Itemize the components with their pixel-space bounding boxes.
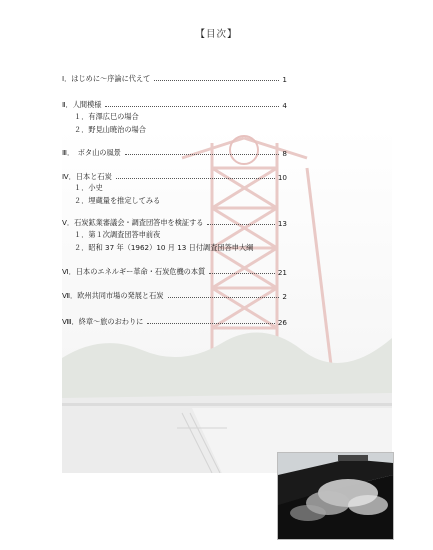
dot-leader: [154, 80, 279, 81]
toc-subentry: １．小史: [74, 183, 103, 192]
dot-leader: [147, 323, 275, 324]
toc-entry[interactable]: [62, 313, 287, 327]
toc-entry-page: 2: [282, 292, 287, 301]
toc-entry-page: 4: [282, 101, 287, 110]
toc-entry[interactable]: [62, 168, 287, 182]
toc-subentry: ２．埋蔵量を推定してみる: [74, 196, 161, 205]
inset-photo: [277, 452, 394, 540]
toc-subentry: ２．昭和 37 年（1962）10 月 13 日付調査団答申大綱: [74, 243, 254, 252]
toc-entry[interactable]: [62, 263, 287, 277]
toc-entry-label: Ⅵ．日本のエネルギー革命・石炭危機の本質: [62, 267, 206, 276]
toc-entry-label: Ⅳ．日本と石炭: [62, 172, 112, 181]
toc-entry-page: 26: [277, 318, 287, 327]
toc-subentry: ２．野見山暁治の場合: [74, 125, 146, 134]
toc-entry[interactable]: [62, 287, 287, 301]
coal-train-steam-image: [278, 453, 393, 539]
toc-entry-page: 21: [277, 268, 287, 277]
toc-subentry: １．有澤広巳の場合: [74, 112, 139, 121]
toc-entry-label: Ⅴ．石炭鉱業審議会・調査団答申を検証する: [62, 218, 204, 227]
toc-entry-label: Ⅲ． ボタ山の風景: [62, 148, 121, 157]
dot-leader: [116, 178, 275, 179]
toc-entry-label: Ⅶ．欧州共同市場の発展と石炭: [62, 291, 164, 300]
dot-leader: [105, 106, 279, 107]
toc-subentry: １．第１次調査団答申前夜: [74, 230, 161, 239]
toc-entry-label: Ⅱ．人間模様: [62, 100, 102, 109]
toc-entry-label: Ⅷ．終章～旅のおわりに: [62, 317, 144, 326]
toc-entry-page: 10: [277, 173, 287, 182]
toc-entry-page: 1: [282, 75, 287, 84]
toc-entry-page: 13: [277, 219, 287, 228]
toc-entry-page: 8: [282, 149, 287, 158]
toc-entry[interactable]: [62, 70, 287, 84]
toc-entry[interactable]: [62, 144, 287, 158]
toc-entry-label: Ⅰ．はじめに～序論に代えて: [62, 74, 151, 83]
dot-leader: [209, 273, 275, 274]
toc-title: 【目次】: [195, 29, 238, 40]
dot-leader: [125, 154, 280, 155]
dot-leader: [168, 297, 280, 298]
toc-entry[interactable]: [62, 214, 287, 228]
toc-entry[interactable]: [62, 96, 287, 110]
dot-leader: [207, 224, 274, 225]
